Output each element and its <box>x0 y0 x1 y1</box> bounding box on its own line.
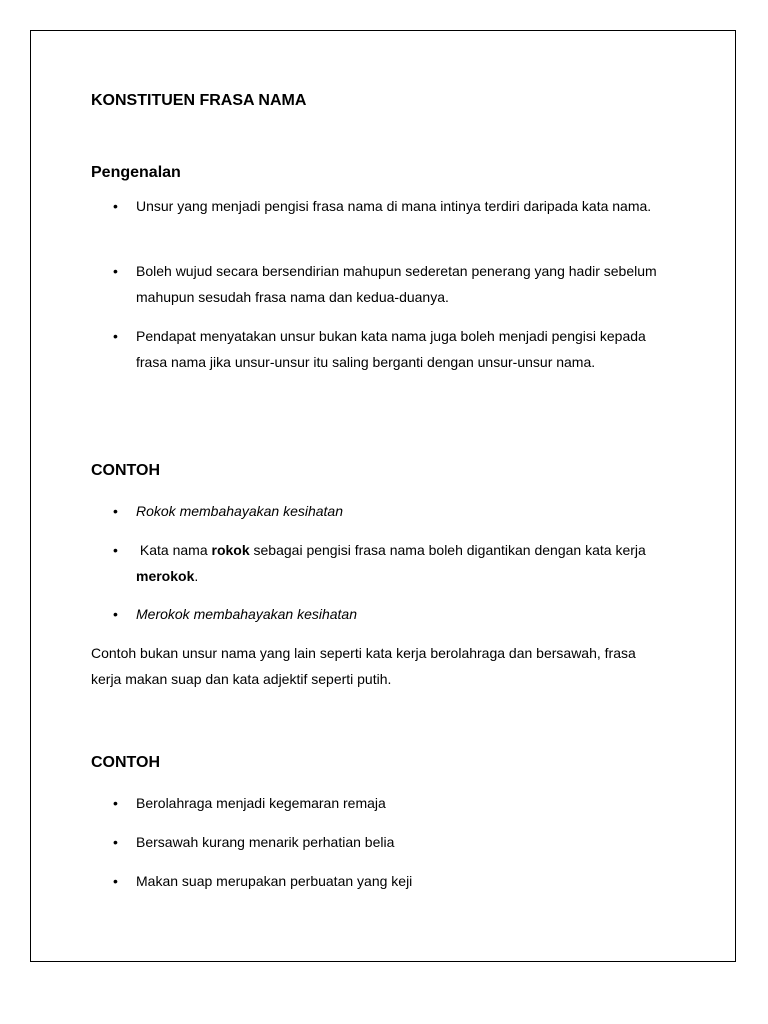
list-item-text-part: sebagai pengisi frasa nama boleh digantikan dengan kata kerja <box>249 542 646 558</box>
list-item-text: Pendapat menyatakan unsur bukan kata nama juga boleh menjadi pengisi kepada frasa nama jika unsur-unsur itu saling berganti dengan unsur-unsur nama. <box>136 328 646 370</box>
bullet-icon: • <box>113 542 118 558</box>
list-item-text: Makan suap merupakan perbuatan yang keji <box>136 873 413 889</box>
bullet-icon: • <box>113 198 118 214</box>
bullet-icon: • <box>113 328 118 344</box>
list-item-text-part: Kata nama <box>136 542 212 558</box>
list-item <box>113 868 676 894</box>
list-item <box>113 193 676 219</box>
list-item <box>113 258 676 310</box>
list-item <box>113 601 676 627</box>
section-heading-contoh: CONTOH <box>91 462 161 479</box>
bold-term-merokok: merokok <box>136 568 195 584</box>
bullet-icon: • <box>113 263 118 279</box>
bullet-icon: • <box>113 873 118 889</box>
list-item-text: Bersawah kurang menarik perhatian belia <box>136 834 395 850</box>
list-item <box>113 829 676 855</box>
section-heading-pengenalan: Pengenalan <box>91 164 181 181</box>
list-item-text-part: . <box>194 568 199 584</box>
document-title: KONSTITUEN FRASA NAMA <box>91 92 307 109</box>
list-item-text: Berolahraga menjadi kegemaran remaja <box>136 795 386 811</box>
section-heading-contoh-2: CONTOH <box>91 754 161 771</box>
list-item <box>113 498 676 524</box>
bullet-icon: • <box>113 834 118 850</box>
example-sentence: Merokok membahayakan kesihatan <box>136 606 358 622</box>
list-item-text: Boleh wujud secara bersendirian mahupun sederetan penerang yang hadir sebelum mahupun sesudah frasa nama dan kedua-duanya. <box>136 263 657 305</box>
list-item <box>113 537 656 589</box>
list-item-text: Unsur yang menjadi pengisi frasa nama di mana intinya terdiri daripada kata nama. <box>136 198 652 214</box>
bullet-icon: • <box>113 503 118 519</box>
bullet-icon: • <box>113 795 118 811</box>
bold-term-rokok: rokok <box>211 542 250 558</box>
example-sentence: Rokok membahayakan kesihatan <box>136 503 344 519</box>
body-paragraph: Contoh bukan unsur nama yang lain seperti kata kerja berolahraga dan bersawah, frasa kerja makan suap dan kata adjektif seperti putih. <box>91 645 636 687</box>
list-item <box>113 790 676 816</box>
list-item <box>113 323 676 375</box>
bullet-icon: • <box>113 606 118 622</box>
